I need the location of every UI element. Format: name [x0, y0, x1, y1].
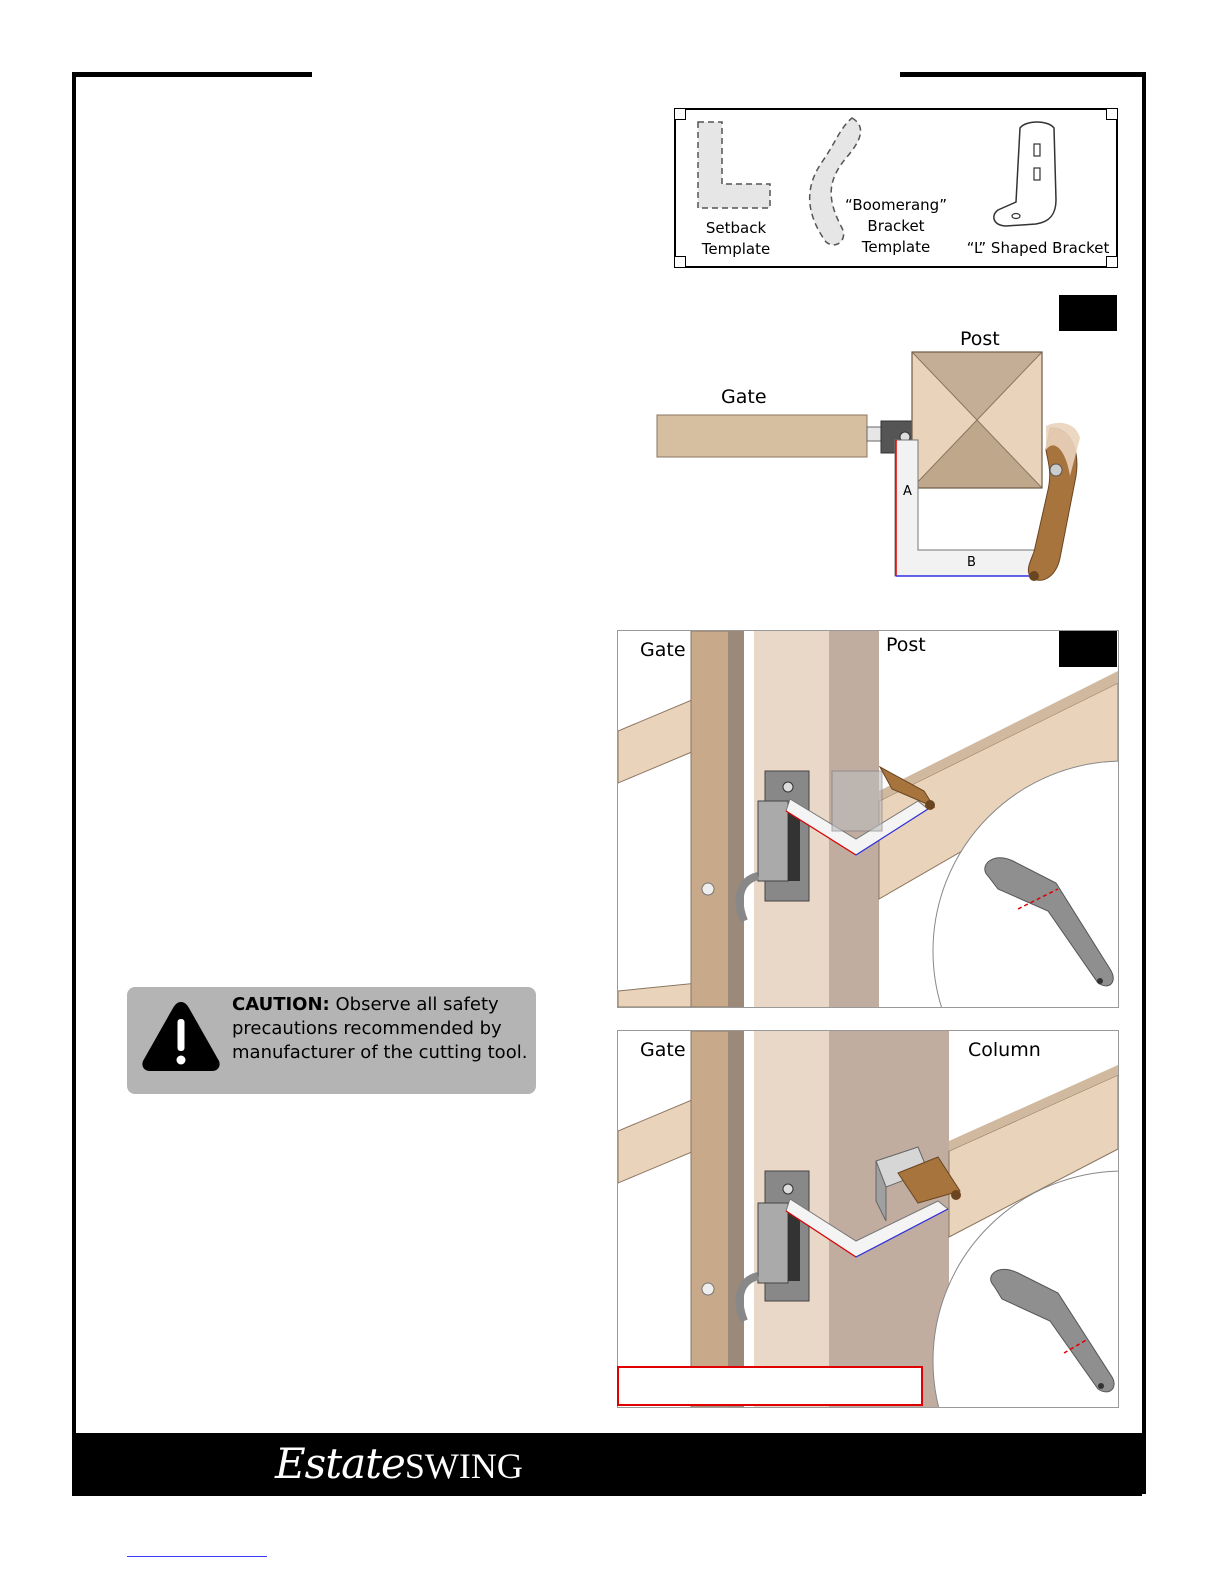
post-install-illustration	[618, 631, 1118, 1007]
brand-plain: SWING	[404, 1446, 523, 1486]
brand-script: Estate	[275, 1439, 405, 1488]
column-install-illustration	[618, 1031, 1118, 1407]
plan-view-diagram	[650, 300, 1130, 600]
caution-text	[232, 993, 532, 1065]
column-label-bottom: Column	[968, 1039, 1041, 1061]
caution-heading: CAUTION:	[232, 994, 330, 1015]
parts-legend	[674, 108, 1118, 268]
dim-a-top: A	[903, 484, 912, 499]
post-label-middle: Post	[886, 634, 926, 656]
highlight-box	[617, 1366, 923, 1406]
brand-logo	[275, 1439, 523, 1488]
figure-post-panel	[617, 630, 1119, 1008]
gate-label-bottom: Gate	[640, 1039, 686, 1061]
setback-template-icon	[698, 122, 770, 208]
caution-body: Observe all safety precautions recommended by manufacturer of the cutting tool.	[232, 994, 528, 1063]
gate-label-top: Gate	[721, 386, 767, 408]
warning-icon	[141, 999, 221, 1073]
setback-label-1: Setback	[705, 219, 767, 237]
footer-bar	[72, 1433, 1142, 1496]
top-rule-right	[900, 72, 1142, 77]
boomerang-label-3: Template	[861, 238, 931, 256]
figure-tag-2	[1059, 631, 1117, 667]
post-label-top: Post	[960, 328, 1000, 350]
dim-b-top: B	[967, 555, 976, 570]
l-bracket-icon	[994, 122, 1056, 226]
post-top	[912, 352, 1042, 488]
boomerang-label-1: “Boomerang”	[845, 196, 947, 214]
footer-link-underline[interactable]	[127, 1556, 267, 1557]
setback-label-2: Template	[701, 240, 771, 258]
gate-label-middle: Gate	[640, 639, 686, 661]
figure-column-panel	[617, 1030, 1119, 1408]
l-bracket-label: “L” Shaped Bracket	[966, 239, 1110, 257]
top-rule-left	[72, 72, 312, 77]
gate-board	[657, 415, 867, 457]
boomerang-label-2: Bracket	[867, 217, 925, 235]
